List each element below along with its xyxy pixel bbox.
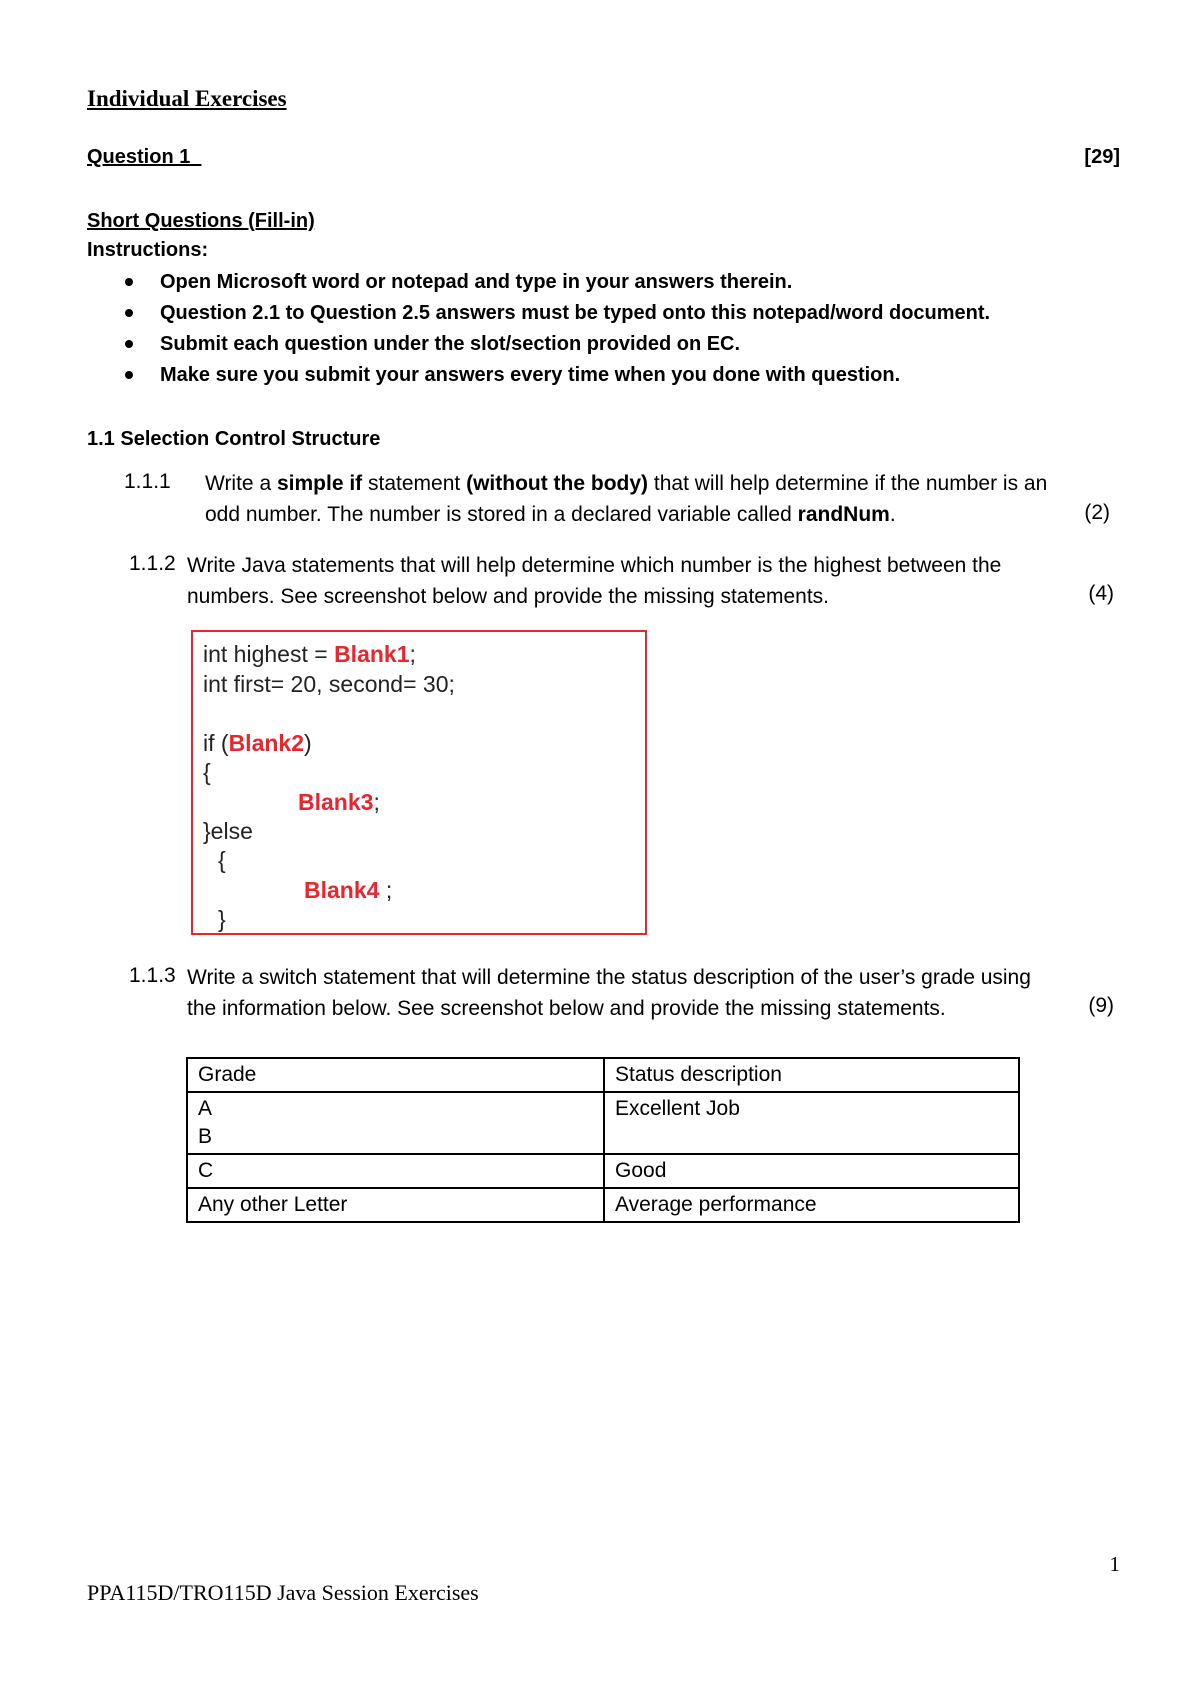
blank3: Blank3 [298,789,374,815]
code-line-else: }else [203,818,253,844]
status-cell: Average performance [604,1188,1019,1222]
instructions-title: Instructions: [87,239,209,261]
code-line-open-brace: { [203,759,211,785]
q111-marks: (2) [1084,501,1110,524]
code-screenshot [191,630,647,935]
instruction-item: Make sure you submit your answers every time when you done with question. [125,361,1125,392]
page-footer: PPA115D/TRO115D Java Session Exercises [87,1580,479,1605]
bullet-icon [125,278,133,286]
table-row [187,1154,1019,1188]
bullet-icon [125,309,133,317]
code-line-else-open-brace: { [218,847,226,873]
status-cell: Excellent Job [604,1092,1019,1154]
code-line-highest: int highest = Blank1; [203,641,416,667]
blank2: Blank2 [228,730,304,756]
q112-marks: (4) [1088,582,1114,605]
section-title: 1.1 Selection Control Structure [87,428,381,450]
table-row [187,1188,1019,1222]
q112-text: Write Java statements that will help determine which number is the highest between the numbers. See screenshot below and provide the missing statements. [187,554,1002,608]
blank1: Blank1 [334,641,410,667]
bullet-icon [125,371,133,379]
status-cell: Good [604,1154,1019,1188]
header-status: Status description [604,1058,1019,1092]
instructions-list [125,268,1125,392]
code-line-blank3: Blank3; [298,789,380,815]
header-grade: Grade [187,1058,604,1092]
document-heading: Individual Exercises [87,86,287,111]
instruction-item: Submit each question under the slot/section provided on EC. [125,330,1125,361]
question-total-marks: [29] [1084,146,1120,168]
q113-marks: (9) [1088,994,1114,1017]
q112-number: 1.1.2 [129,552,176,575]
question-title: Question 1 [87,146,202,168]
table-header-row [187,1058,1019,1092]
instruction-item: Open Microsoft word or notepad and type in your answers therein. [125,268,1125,299]
page-number: 1 [1109,1552,1120,1576]
blank4: Blank4 [304,877,380,903]
code-line-if: if (Blank2) [203,730,312,756]
table-row [187,1092,1019,1154]
grade-cell: C [187,1154,604,1188]
grade-cell: A B [187,1092,604,1154]
q113-number: 1.1.3 [129,964,176,987]
code-line-close-brace: } [218,906,226,932]
grade-status-table [186,1057,1020,1223]
bullet-icon [125,340,133,348]
q111-text: Write a simple if statement (without the body) that will help determine if the number is an odd number. The number is stored in a declared variable called randNum. [205,472,1048,526]
instruction-item: Question 2.1 to Question 2.5 answers must be typed onto this notepad/word document. [125,299,1125,330]
code-line-blank4: Blank4 ; [304,877,393,903]
short-questions-title: Short Questions (Fill-in) [87,210,315,232]
code-line-declarations: int first= 20, second= 30; [203,671,455,697]
grade-cell: Any other Letter [187,1188,604,1222]
q113-text: Write a switch statement that will determine the status description of the user’s grade using the information below. See screenshot below and provide the missing statements. [187,966,1031,1020]
q111-number: 1.1.1 [124,470,171,493]
